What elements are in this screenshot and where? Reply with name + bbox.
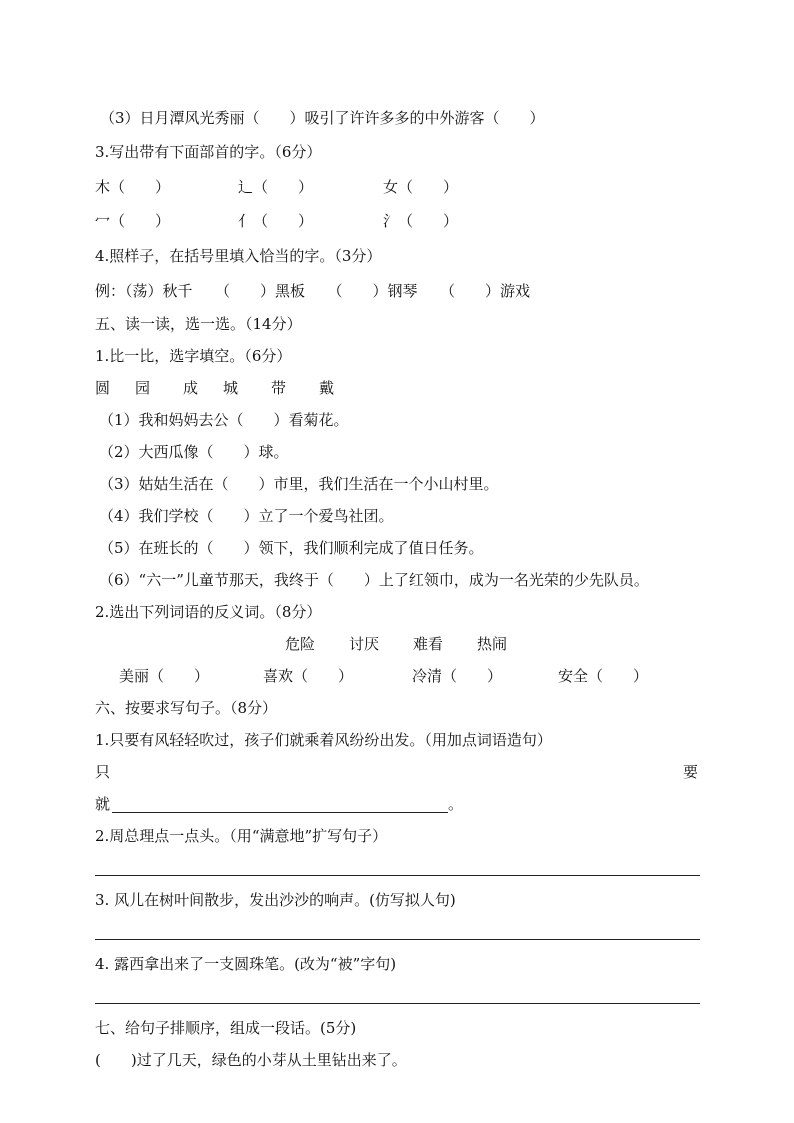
q3-title: 3.写出带有下面部首的字。（6分）: [95, 143, 322, 161]
section-6-q4: 4. 露西拿出来了一支圆珠笔。(改为“被”字句): [95, 955, 397, 973]
radical-woman-blank[interactable]: 女（ ）: [383, 178, 459, 196]
answer-line-q2[interactable]: [95, 875, 700, 876]
fill-item-4[interactable]: （4）我们学校（ ）立了一个爱鸟社团。: [99, 507, 394, 525]
q4-title: 4.照样子，在括号里填入恰当的字。（3分）: [95, 247, 382, 265]
char-choice: 戴: [319, 379, 335, 397]
section-6-title: 六、按要求写句子。（8分）: [95, 699, 278, 717]
radical-cover-blank[interactable]: 冖（ ）: [95, 212, 171, 230]
section-5-q2-title: 2.选出下列词语的反义词。（8分）: [95, 603, 322, 621]
fill-item-1[interactable]: （1）我和妈妈去公（ ）看菊花。: [99, 411, 349, 429]
word-bank-item: 热闹: [477, 635, 508, 653]
sentence-zhi: 只: [95, 763, 111, 781]
fill-item-5[interactable]: （5）在班长的（ ）领下，我们顺利完成了值日任务。: [99, 539, 484, 557]
q4-example-row[interactable]: 例：（荡）秋千 （ ）黑板 （ ）钢琴 （ ）游戏: [95, 282, 531, 300]
fill-item-3[interactable]: （3）姑姑生活在（ ）市里，我们生活在一个小山村里。: [99, 475, 499, 493]
sentence-yao: 要: [683, 763, 699, 781]
answer-line-q1[interactable]: [112, 812, 448, 813]
antonym-blank-beautiful[interactable]: 美丽（ ）: [119, 667, 210, 685]
radical-person-blank[interactable]: 亻（ ）: [238, 212, 314, 230]
antonym-blank-like[interactable]: 喜欢（ ）: [263, 667, 354, 685]
char-choice: 成: [183, 379, 199, 397]
char-choice: 圆: [95, 379, 111, 397]
word-bank-item: 讨厌: [349, 635, 380, 653]
section-6-q2: 2.周总理点一点头。（用“满意地”扩写句子）: [95, 827, 388, 845]
word-bank-item: 危险: [285, 635, 316, 653]
antonym-blank-deserted[interactable]: 冷清（ ）: [412, 667, 503, 685]
answer-line-q3[interactable]: [95, 939, 700, 940]
radical-water-blank[interactable]: 氵（ ）: [383, 212, 459, 230]
char-choice: 带: [271, 379, 287, 397]
word-bank-item: 难看: [413, 635, 444, 653]
section-5-q1-title: 1.比一比，选字填空。（6分）: [95, 347, 292, 365]
section-6-q3: 3. 风儿在树叶间散步，发出沙沙的响声。(仿写拟人句): [95, 891, 456, 909]
char-choice: 城: [223, 379, 239, 397]
radical-wood-blank[interactable]: 木（ ）: [95, 178, 171, 196]
char-choice: 园: [135, 379, 151, 397]
fill-item-6[interactable]: （6）“六一”儿童节那天，我终于（ ）上了红领巾，成为一名光荣的少先队员。: [99, 571, 649, 589]
order-item-1[interactable]: ( )过了几天，绿色的小芽从土里钻出来了。: [95, 1051, 407, 1069]
sentence-end-mark: 。: [448, 795, 464, 813]
section-6-q1: 1.只要有风轻轻吹过，孩子们就乘着风纷纷出发。（用加点词语造句）: [95, 731, 552, 749]
answer-line-q4[interactable]: [95, 1003, 700, 1004]
fill-item-2[interactable]: （2）大西瓜像（ ）球。: [99, 443, 289, 461]
section-5-title: 五、读一读，选一选。（14分）: [95, 315, 302, 333]
section-7-title: 七、给句子排顺序，组成一段话。(5分): [95, 1019, 357, 1037]
radical-walk-blank[interactable]: 辶（ ）: [238, 178, 314, 196]
sentence-jiu: 就: [95, 795, 111, 813]
q2-item-3: （3）日月潭风光秀丽（ ）吸引了许许多多的中外游客（ ）: [100, 109, 545, 127]
antonym-blank-safe[interactable]: 安全（ ）: [558, 667, 649, 685]
